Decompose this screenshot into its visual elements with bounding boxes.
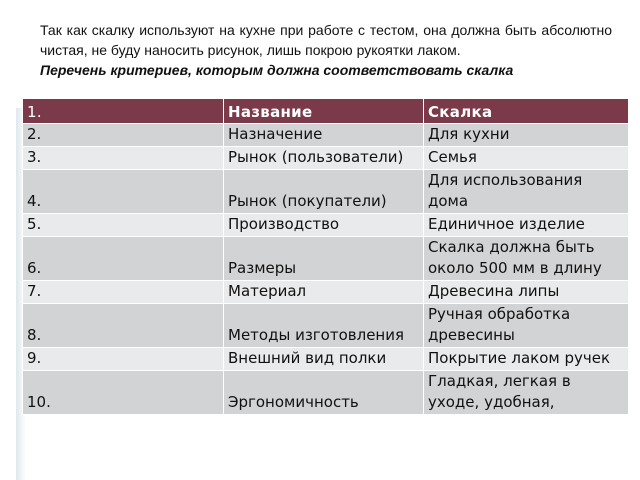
row-number: 3. — [23, 147, 224, 170]
intro-paragraph: Так как скалку используют на кухне при работе с тестом, она должна быть абсолютно чистая, не буду наносить рисунок, лишь покрою рукоятки лаком. — [40, 22, 612, 58]
criterion-name: Рынок (пользователи) — [224, 147, 424, 170]
criterion-name: Внешний вид полки — [224, 348, 424, 371]
criterion-value: Для использования дома — [424, 170, 629, 214]
table-row — [23, 281, 629, 304]
criterion-value: Скалка должна быть около 500 мм в длину — [424, 237, 629, 281]
criterion-value: Единичное изделие — [424, 214, 629, 237]
table-header-row — [23, 99, 629, 124]
row-number: 10. — [23, 371, 224, 415]
criterion-value: Ручная обработка древесины — [424, 304, 629, 348]
table-row — [23, 124, 629, 147]
criterion-name: Размеры — [224, 237, 424, 281]
criterion-name: Производство — [224, 214, 424, 237]
row-number: 2. — [23, 124, 224, 147]
criterion-value: Скалка — [424, 99, 629, 124]
criterion-name: Рынок (покупатели) — [224, 170, 424, 214]
criterion-value: Древесина липы — [424, 281, 629, 304]
table-row — [23, 348, 629, 371]
criteria-table — [22, 98, 629, 415]
table-row — [23, 237, 629, 281]
row-number: 1. — [23, 99, 224, 124]
criterion-name: Материал — [224, 281, 424, 304]
criterion-value: Покрытие лаком ручек — [424, 348, 629, 371]
criterion-name: Назначение — [224, 124, 424, 147]
table-row — [23, 304, 629, 348]
table-row — [23, 147, 629, 170]
criterion-value: Семья — [424, 147, 629, 170]
criterion-value: Гладкая, легкая в уходе, удобная, — [424, 371, 629, 415]
row-number: 8. — [23, 304, 224, 348]
row-number: 9. — [23, 348, 224, 371]
row-number: 6. — [23, 237, 224, 281]
criterion-name: Методы изготовления — [224, 304, 424, 348]
table-row — [23, 170, 629, 214]
criterion-value: Для кухни — [424, 124, 629, 147]
table-row — [23, 371, 629, 415]
criteria-subheading: Перечень критериев, которым должна соответствовать скалка — [40, 62, 514, 78]
row-number: 5. — [23, 214, 224, 237]
row-number: 7. — [23, 281, 224, 304]
criterion-name: Название — [224, 99, 424, 124]
table-row — [23, 214, 629, 237]
criterion-name: Эргономичность — [224, 371, 424, 415]
row-number: 4. — [23, 170, 224, 214]
